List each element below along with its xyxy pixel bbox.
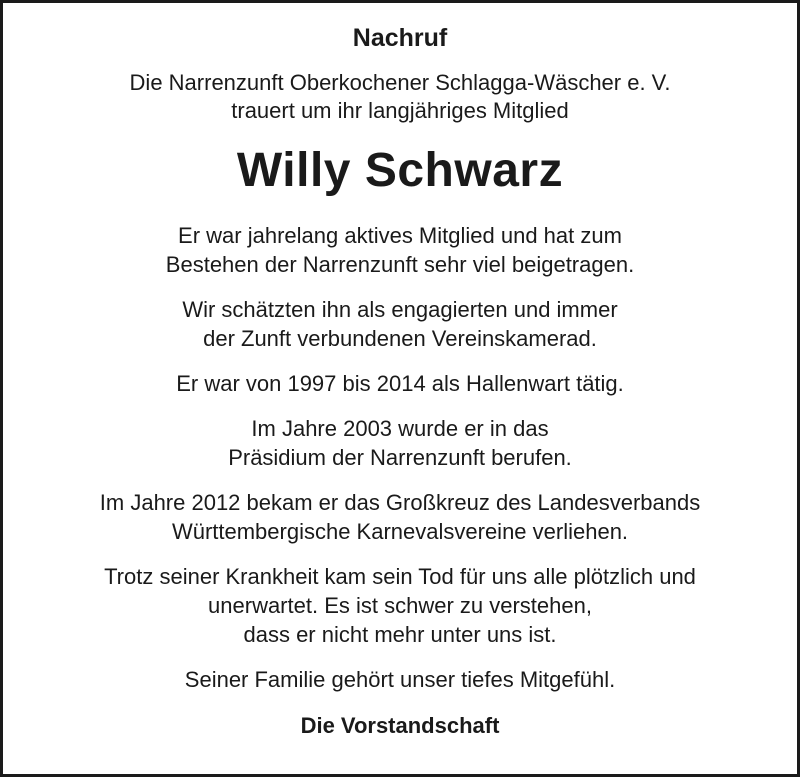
notice-heading: Nachruf: [352, 24, 448, 52]
paragraph-line: Bestehen der Narrenzunft sehr viel beigetragen.: [165, 252, 635, 277]
paragraph-hallenwart: [3, 369, 797, 398]
paragraph-line: Wir schätzten ihn als engagierten und immer: [182, 297, 618, 322]
paragraph-award: [3, 488, 797, 546]
paragraph-line: Er war von 1997 bis 2014 als Hallenwart tätig.: [176, 371, 624, 396]
intro-text: [3, 69, 797, 125]
paragraph-line: Im Jahre 2003 wurde er in das: [251, 416, 549, 441]
paragraph-line: Seiner Familie gehört unser tiefes Mitgefühl.: [184, 667, 616, 692]
paragraph-line: Trotz seiner Krankheit kam sein Tod für uns alle plötzlich und: [104, 564, 696, 589]
intro-line: Die Narrenzunft Oberkochener Schlagga-Wäscher e. V.: [129, 70, 671, 95]
paragraph-line: Er war jahrelang aktives Mitglied und hat zum: [178, 223, 622, 248]
paragraph-condolence: [3, 665, 797, 694]
deceased-name: Willy Schwarz: [236, 144, 564, 197]
paragraph-membership: [3, 221, 797, 279]
paragraph-line: dass er nicht mehr unter uns ist.: [243, 622, 557, 647]
paragraph-line: der Zunft verbundenen Vereinskamerad.: [203, 326, 597, 351]
signature: Die Vorstandschaft: [300, 713, 500, 738]
paragraph-line: Württembergische Karnevalsvereine verliehen.: [171, 519, 629, 544]
paragraph-passing: [3, 562, 797, 649]
paragraph-line: Im Jahre 2012 bekam er das Großkreuz des Landesverbands: [99, 490, 701, 515]
intro-line: trauert um ihr langjähriges Mitglied: [231, 98, 569, 123]
paragraph-praesidium: [3, 414, 797, 472]
paragraph-appreciation: [3, 295, 797, 353]
paragraph-line: unerwartet. Es ist schwer zu verstehen,: [208, 593, 592, 618]
paragraph-line: Präsidium der Narrenzunft berufen.: [228, 445, 572, 470]
